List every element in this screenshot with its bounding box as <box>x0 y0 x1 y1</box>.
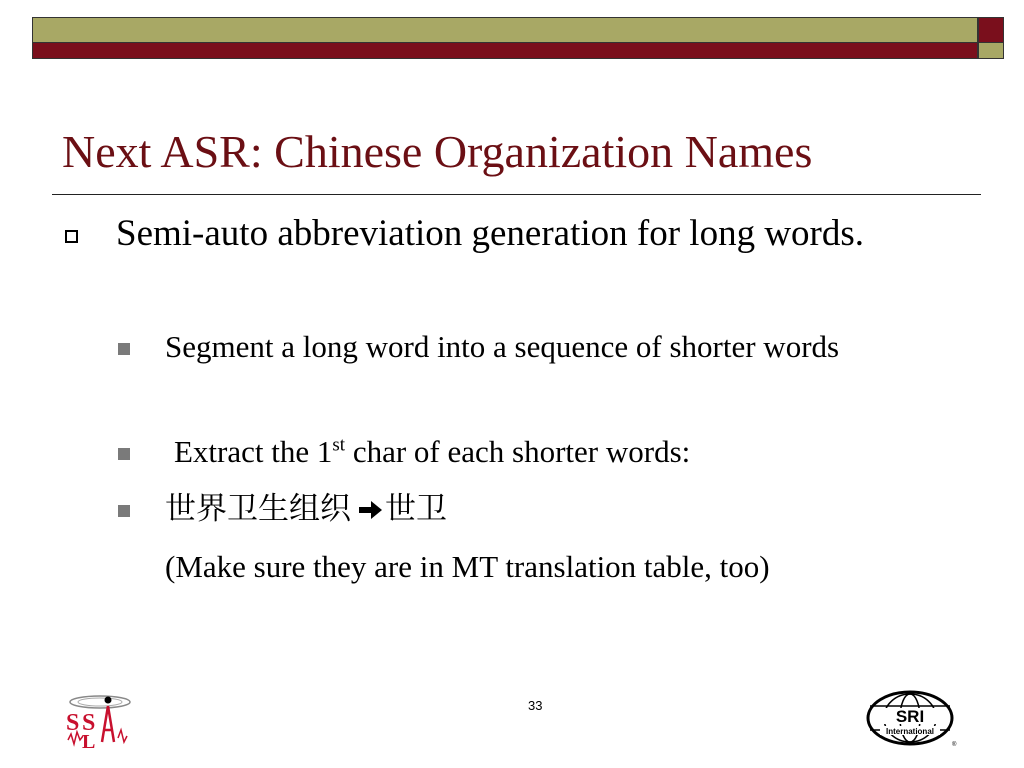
right-arrow-icon <box>357 499 383 521</box>
chinese-result-text: 世卫 <box>385 491 447 526</box>
slide-title: Next ASR: Chinese Organization Names <box>62 126 813 177</box>
svg-text:S: S <box>66 710 80 736</box>
extract-text-pre: Extract the 1 <box>174 434 333 469</box>
header-bar-olive <box>32 17 978 43</box>
page-number: 33 <box>528 698 543 713</box>
svg-text:International: International <box>885 727 935 736</box>
header-square-red <box>978 17 1004 43</box>
superscript-st: st <box>332 434 346 456</box>
square-bullet-icon <box>118 448 130 460</box>
square-bullet-icon <box>118 505 130 517</box>
sri-international-logo <box>866 688 958 748</box>
svg-text:S: S <box>82 710 96 736</box>
hollow-square-bullet-icon <box>65 230 78 243</box>
bullet-main: Semi-auto abbreviation generation for long words. <box>116 213 865 254</box>
sub-bullet-segment: Segment a long word into a sequence of shorter words <box>165 329 840 364</box>
sub-bullet-example <box>165 487 945 531</box>
title-divider <box>52 194 981 195</box>
svg-text:L: L <box>82 731 96 752</box>
svg-text:®: ® <box>952 742 957 748</box>
header-bar-red <box>32 42 978 59</box>
header-square-olive <box>978 42 1004 59</box>
chinese-source-text: 世界卫生组织 <box>165 491 351 526</box>
square-bullet-icon <box>118 343 130 355</box>
sub-bullet-extract <box>174 430 954 474</box>
svg-text:SRI: SRI <box>895 707 925 726</box>
note-text: (Make sure they are in MT translation table, too) <box>165 549 770 584</box>
ssli-logo <box>62 690 140 752</box>
extract-text-post: char of each shorter words: <box>345 434 691 469</box>
